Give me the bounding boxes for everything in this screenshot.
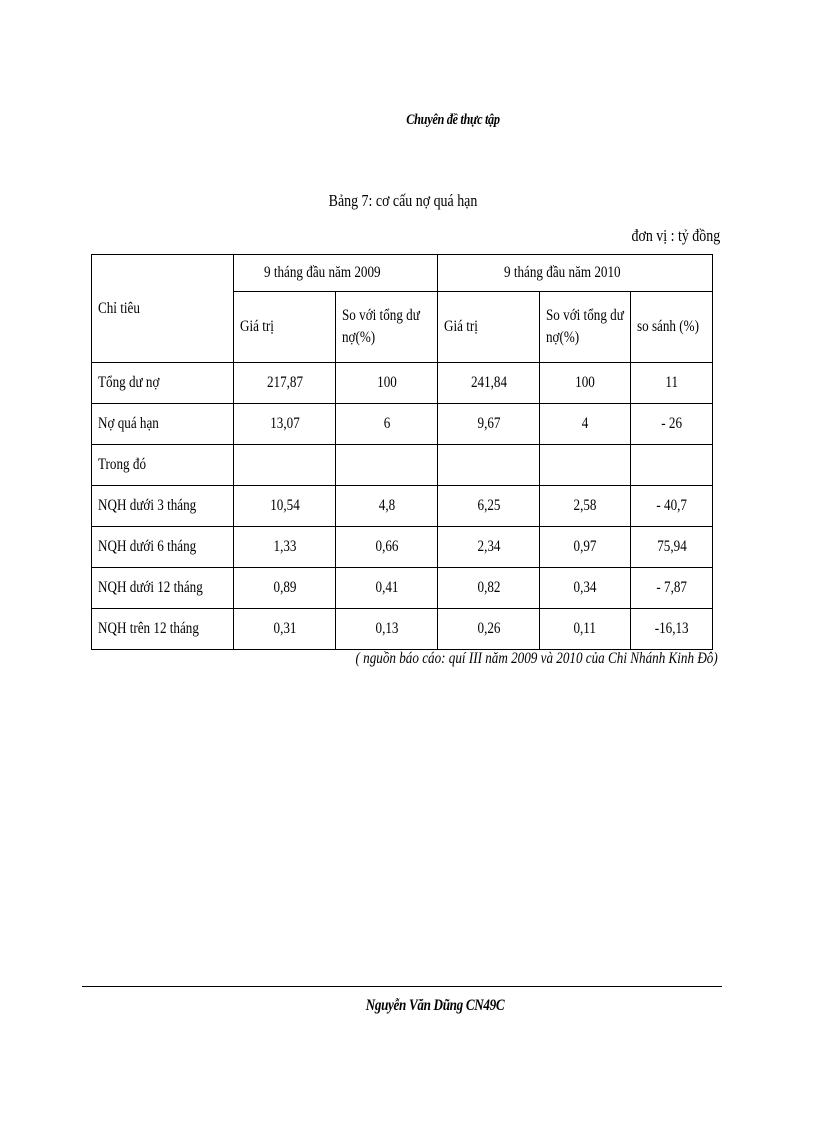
cell-value: 6 — [383, 415, 390, 432]
value-cell — [234, 363, 336, 404]
group-header-2010-label: 9 tháng đầu năm 2010 — [503, 264, 621, 281]
debt-structure-table — [91, 254, 713, 650]
cell-value: 0,89 — [273, 579, 296, 596]
cell-value: 100 — [575, 374, 595, 391]
value-cell — [631, 404, 713, 445]
value-cell — [336, 527, 438, 568]
col-header-value-2010 — [438, 292, 540, 363]
cell-value: 0,34 — [573, 579, 597, 596]
cell-value: 6,25 — [477, 497, 500, 514]
source-note: ( nguồn báo cáo: quí III năm 2009 và 2010 của Chi Nhánh Kinh Đô) — [355, 650, 718, 667]
value-cell — [438, 568, 540, 609]
value-cell — [631, 486, 713, 527]
cell-value: 0,11 — [573, 620, 597, 637]
col-header-share-2009 — [336, 292, 438, 363]
row-header-label: Chỉ tiêu — [98, 299, 140, 317]
value-cell — [438, 609, 540, 650]
value-cell — [234, 486, 336, 527]
row-label: NQH trên 12 tháng — [98, 620, 199, 637]
row-label-cell — [92, 445, 234, 486]
value-cell — [234, 527, 336, 568]
value-cell — [540, 568, 631, 609]
footer-divider — [82, 986, 722, 987]
cell-value: 0,66 — [375, 538, 398, 555]
cell-value: 0,26 — [477, 620, 500, 637]
value-cell — [540, 609, 631, 650]
cell-value: 4 — [581, 415, 589, 432]
cell-value: 0,97 — [573, 538, 597, 555]
cell-value: 241,84 — [470, 374, 507, 391]
cell-value: 217,87 — [266, 374, 303, 391]
value-cell — [234, 445, 336, 486]
row-label: NQH dưới 6 tháng — [98, 538, 197, 555]
value-cell — [631, 363, 713, 404]
row-label-cell — [92, 568, 234, 609]
cell-value: 0,13 — [375, 620, 398, 637]
col-header-label: so sánh (%) — [637, 318, 699, 335]
table-row — [92, 363, 713, 404]
cell-value: 13,07 — [269, 415, 300, 432]
value-cell — [540, 445, 631, 486]
row-label-cell — [92, 486, 234, 527]
group-header-2009-label: 9 tháng đầu năm 2009 — [264, 264, 382, 281]
value-cell — [438, 404, 540, 445]
row-label: NQH dưới 3 tháng — [98, 497, 197, 514]
group-header-2010 — [438, 255, 713, 292]
value-cell — [336, 445, 438, 486]
value-cell — [631, 527, 713, 568]
value-cell — [336, 404, 438, 445]
value-cell — [631, 609, 713, 650]
cell-value: - 26 — [661, 415, 682, 432]
table-row — [92, 445, 713, 486]
cell-value: 100 — [376, 374, 397, 391]
row-label: NQH dưới 12 tháng — [98, 579, 203, 596]
value-cell — [631, 445, 713, 486]
value-cell — [438, 363, 540, 404]
cell-value: 2,58 — [573, 497, 597, 514]
col-header-label: Giá trị — [240, 318, 274, 335]
cell-value: 9,67 — [477, 415, 500, 432]
value-cell — [234, 609, 336, 650]
value-cell — [234, 404, 336, 445]
cell-value: 0,31 — [273, 620, 296, 637]
value-cell — [540, 486, 631, 527]
col-header-share-2010 — [540, 292, 631, 363]
row-label: Trong đó — [98, 456, 147, 473]
table-row — [92, 404, 713, 445]
cell-value: - 7,87 — [656, 579, 687, 596]
cell-value: -16,13 — [654, 620, 689, 637]
value-cell — [540, 363, 631, 404]
table-header-row-1 — [92, 255, 713, 292]
col-header-label: So với tổng dư nợ(%) — [342, 307, 420, 346]
value-cell — [540, 527, 631, 568]
cell-value: 4,8 — [378, 497, 395, 514]
table-row — [92, 568, 713, 609]
value-cell — [336, 363, 438, 404]
value-cell — [438, 527, 540, 568]
table-row — [92, 486, 713, 527]
cell-value: 10,54 — [269, 497, 300, 514]
value-cell — [234, 568, 336, 609]
cell-value: 2,34 — [477, 538, 500, 555]
value-cell — [540, 404, 631, 445]
unit-note: đơn vị : tỷ đồng — [631, 226, 720, 245]
col-header-value-2009 — [234, 292, 336, 363]
cell-value: - 40,7 — [656, 497, 687, 514]
cell-value: 1,33 — [273, 538, 296, 555]
cell-value: 11 — [665, 374, 678, 391]
cell-value: 0,82 — [477, 579, 500, 596]
row-header-cell — [92, 255, 234, 363]
row-label-cell — [92, 609, 234, 650]
col-header-compare — [631, 292, 713, 363]
value-cell — [336, 486, 438, 527]
table-row — [92, 527, 713, 568]
value-cell — [336, 568, 438, 609]
row-label-cell — [92, 527, 234, 568]
group-header-2009 — [234, 255, 438, 292]
cell-value: 75,94 — [656, 538, 687, 555]
table-row — [92, 609, 713, 650]
row-label: Tổng dư nợ — [98, 374, 160, 391]
cell-value: 0,41 — [375, 579, 398, 596]
value-cell — [438, 486, 540, 527]
col-header-label: Giá trị — [444, 318, 478, 335]
value-cell — [336, 609, 438, 650]
value-cell — [631, 568, 713, 609]
page-header-title: Chuyên đề thực tập — [406, 112, 500, 128]
row-label-cell — [92, 363, 234, 404]
table-caption: Bảng 7: cơ cấu nợ quá hạn — [328, 191, 478, 210]
col-header-label: So với tổng dư nợ(%) — [546, 307, 624, 346]
row-label-cell — [92, 404, 234, 445]
footer-author: Nguyễn Văn Dũng CN49C — [365, 997, 505, 1014]
row-label: Nợ quá hạn — [98, 415, 159, 432]
value-cell — [438, 445, 540, 486]
